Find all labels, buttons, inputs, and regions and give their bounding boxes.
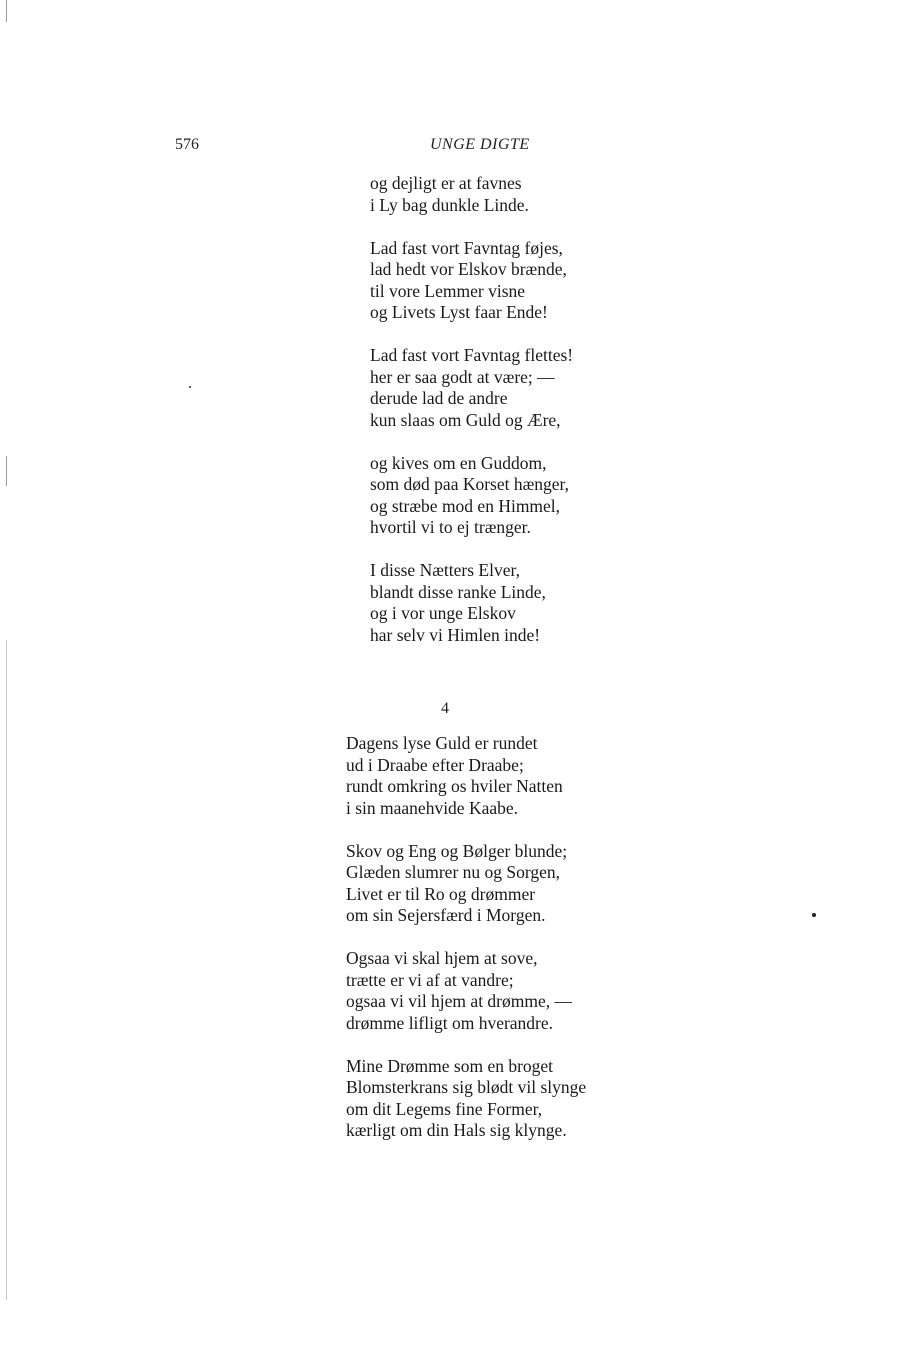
verse-line: Blomsterkrans sig blødt vil slynge	[346, 1077, 587, 1097]
verse-line: i Ly bag dunkle Linde.	[370, 194, 529, 215]
stanza	[346, 948, 586, 1034]
ink-speck	[189, 386, 191, 388]
stanza	[370, 173, 573, 216]
verse-line: har selv vi Himlen inde!	[370, 624, 541, 645]
verse-line: Lad fast vort Favntag flettes!	[370, 345, 574, 365]
stanza	[370, 560, 573, 646]
scan-edge-mark	[6, 640, 7, 1300]
verse-line: og Livets Lyst faar Ende!	[370, 302, 548, 322]
verse-line: blandt disse ranke Linde,	[370, 581, 546, 602]
verse-line: kærligt om din Hals sig klynge.	[346, 1120, 567, 1140]
verse-line: Skov og Eng og Bølger blunde;	[346, 840, 568, 861]
verse-line: og stræbe mod en Himmel,	[370, 495, 561, 516]
verse-line: i sin maanehvide Kaabe.	[346, 797, 519, 818]
verse-line: ogsaa vi vil hjem at drømme, —	[346, 991, 572, 1011]
verse-line: som død paa Korset hænger,	[370, 474, 570, 494]
verse-line: her er saa godt at være; —	[370, 366, 555, 387]
stanza	[346, 841, 586, 927]
verse-line: og i vor unge Elskov	[370, 603, 516, 623]
verse-line: til vore Lemmer visne	[370, 280, 526, 301]
section-number: 4	[441, 700, 449, 717]
verse-line: om sin Sejersfærd i Morgen.	[346, 905, 546, 925]
running-head: UNGE DIGTE	[430, 136, 530, 153]
verse-line: ud i Draabe efter Draabe;	[346, 754, 524, 775]
verse-line: Dagens lyse Guld er rundet	[346, 733, 538, 753]
verse-line: Lad fast vort Favntag føjes,	[370, 237, 563, 258]
verse-line: drømme lifligt om hverandre.	[346, 1012, 554, 1033]
verse-line: om dit Legems fine Former,	[346, 1098, 543, 1119]
scan-edge-mark	[6, 456, 7, 486]
page-number: 576	[175, 136, 199, 153]
poem-continuation	[370, 173, 573, 668]
verse-line: hvortil vi to ej trænger.	[370, 517, 531, 537]
stanza	[346, 733, 586, 819]
verse-line: og kives om en Guddom,	[370, 452, 547, 473]
verse-line: Livet er til Ro og drømmer	[346, 883, 536, 904]
verse-line: rundt omkring os hviler Natten	[346, 776, 563, 796]
verse-line: Ogsaa vi skal hjem at sove,	[346, 948, 538, 968]
verse-line: lad hedt vor Elskov brænde,	[370, 259, 567, 279]
verse-line: kun slaas om Guld og Ære,	[370, 409, 561, 430]
verse-line: derude lad de andre	[370, 388, 508, 408]
stanza	[370, 345, 573, 431]
ink-speck	[812, 913, 816, 917]
verse-line: Mine Drømme som en broget	[346, 1055, 554, 1076]
verse-line: og dejligt er at favnes	[370, 173, 522, 193]
verse-line: I disse Nætters Elver,	[370, 560, 520, 580]
poem-4	[346, 733, 586, 1163]
scan-edge-mark	[6, 0, 7, 22]
verse-line: trætte er vi af at vandre;	[346, 969, 514, 990]
stanza	[370, 238, 573, 324]
verse-line: Glæden slumrer nu og Sorgen,	[346, 862, 561, 882]
stanza	[346, 1056, 586, 1142]
stanza	[370, 453, 573, 539]
